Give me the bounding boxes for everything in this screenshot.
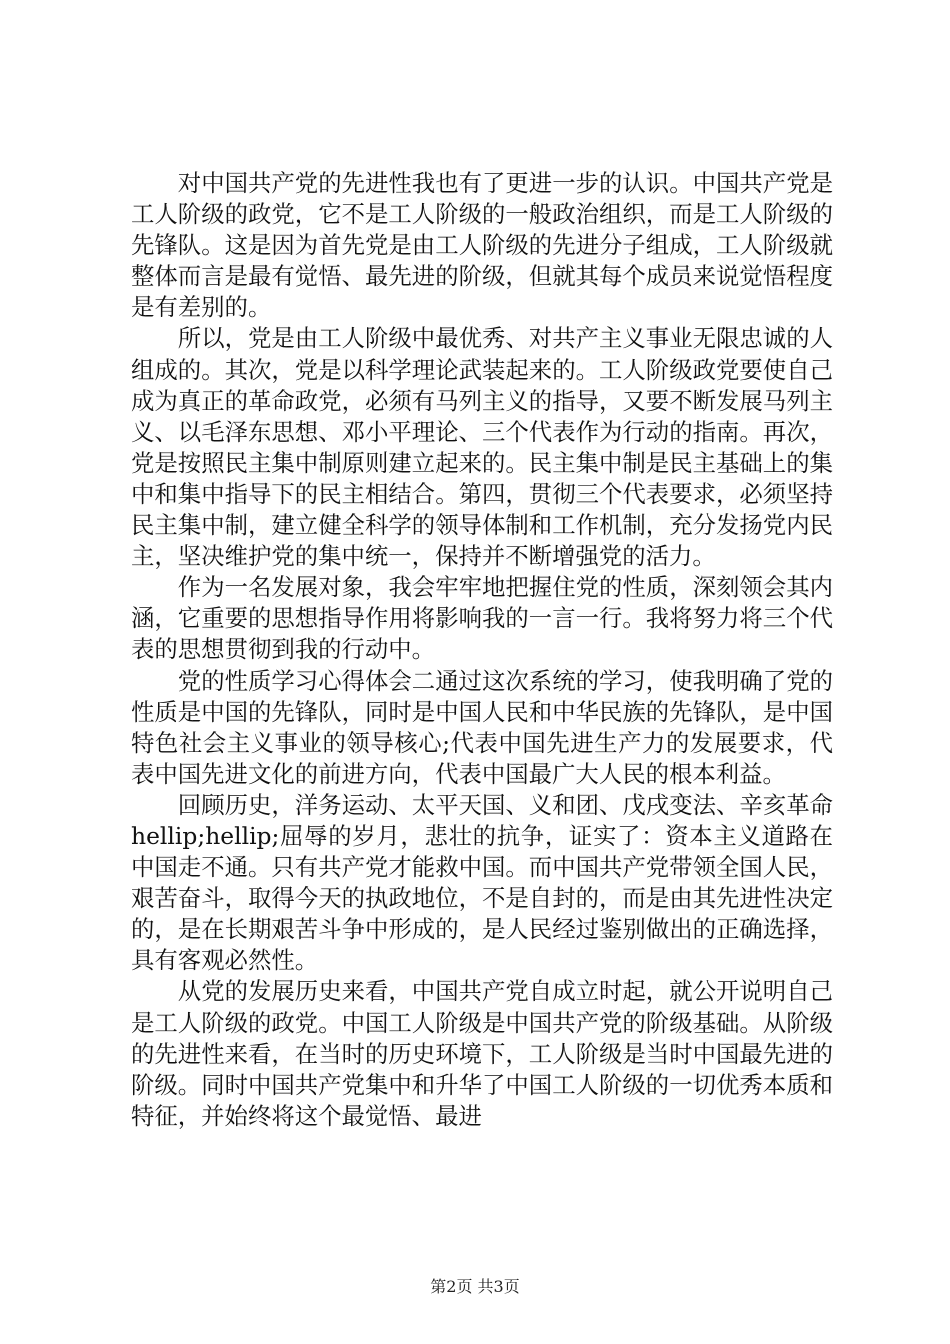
paragraph-4: 党的性质学习心得体会二通过这次系统的学习，使我明确了党的性质是中国的先锋队，同时是中国人民和中华民族的先锋队，是中国特色社会主义事业的领导核心;代表中国先进生产力的发展要求，代表中国先进文化的前进方向，代表中国最广大人民的根本利益。	[131, 666, 833, 788]
paragraph-5: 回顾历史，洋务运动、太平天国、义和团、戊戌变法、辛亥革命hellip;hellip;屈辱的岁月，悲壮的抗争，证实了：资本主义道路在中国走不通。只有共产党才能救中国。而中国共产党带领全国人民，艰苦奋斗，取得今天的执政地位，不是自封的，而是由其先进性决定的，是在长期艰苦斗争中形成的，是人民经过鉴别做出的正确选择，具有客观必然性。	[131, 790, 833, 975]
paragraph-2: 所以，党是由工人阶级中最优秀、对共产主义事业无限忠诚的人组成的。其次，党是以科学理论武装起来的。工人阶级政党要使自己成为真正的革命政党，必须有马列主义的指导，又要不断发展马列主义、以毛泽东思想、邓小平理论、三个代表作为行动的指南。再次，党是按照民主集中制原则建立起来的。民主集中制是民主基础上的集中和集中指导下的民主相结合。第四，贯彻三个代表要求，必须坚持民主集中制，建立健全科学的领导体制和工作机制，充分发扬党内民主，坚决维护党的集中统一，保持并不断增强党的活力。	[131, 324, 833, 571]
paragraph-3: 作为一名发展对象，我会牢牢地把握住党的性质，深刻领会其内涵，它重要的思想指导作用将影响我的一言一行。我将努力将三个代表的思想贯彻到我的行动中。	[131, 573, 833, 664]
page-number-footer: 第2页 共3页	[430, 1277, 520, 1296]
document-body	[131, 168, 833, 1132]
paragraph-1: 对中国共产党的先进性我也有了更进一步的认识。中国共产党是工人阶级的政党，它不是工人阶级的一般政治组织，而是工人阶级的先锋队。这是因为首先党是由工人阶级的先进分子组成，工人阶级就整体而言是最有觉悟、最先进的阶级，但就其每个成员来说觉悟程度是有差别的。	[131, 169, 833, 322]
paragraph-6: 从党的发展历史来看，中国共产党自成立时起，就公开说明自己是工人阶级的政党。中国工人阶级是中国共产党的阶级基础。从阶级的先进性来看，在当时的历史环境下，工人阶级是当时中国最先进的阶级。同时中国共产党集中和升华了中国工人阶级的一切优秀本质和特征，并始终将这个最觉悟、最进	[131, 977, 833, 1130]
